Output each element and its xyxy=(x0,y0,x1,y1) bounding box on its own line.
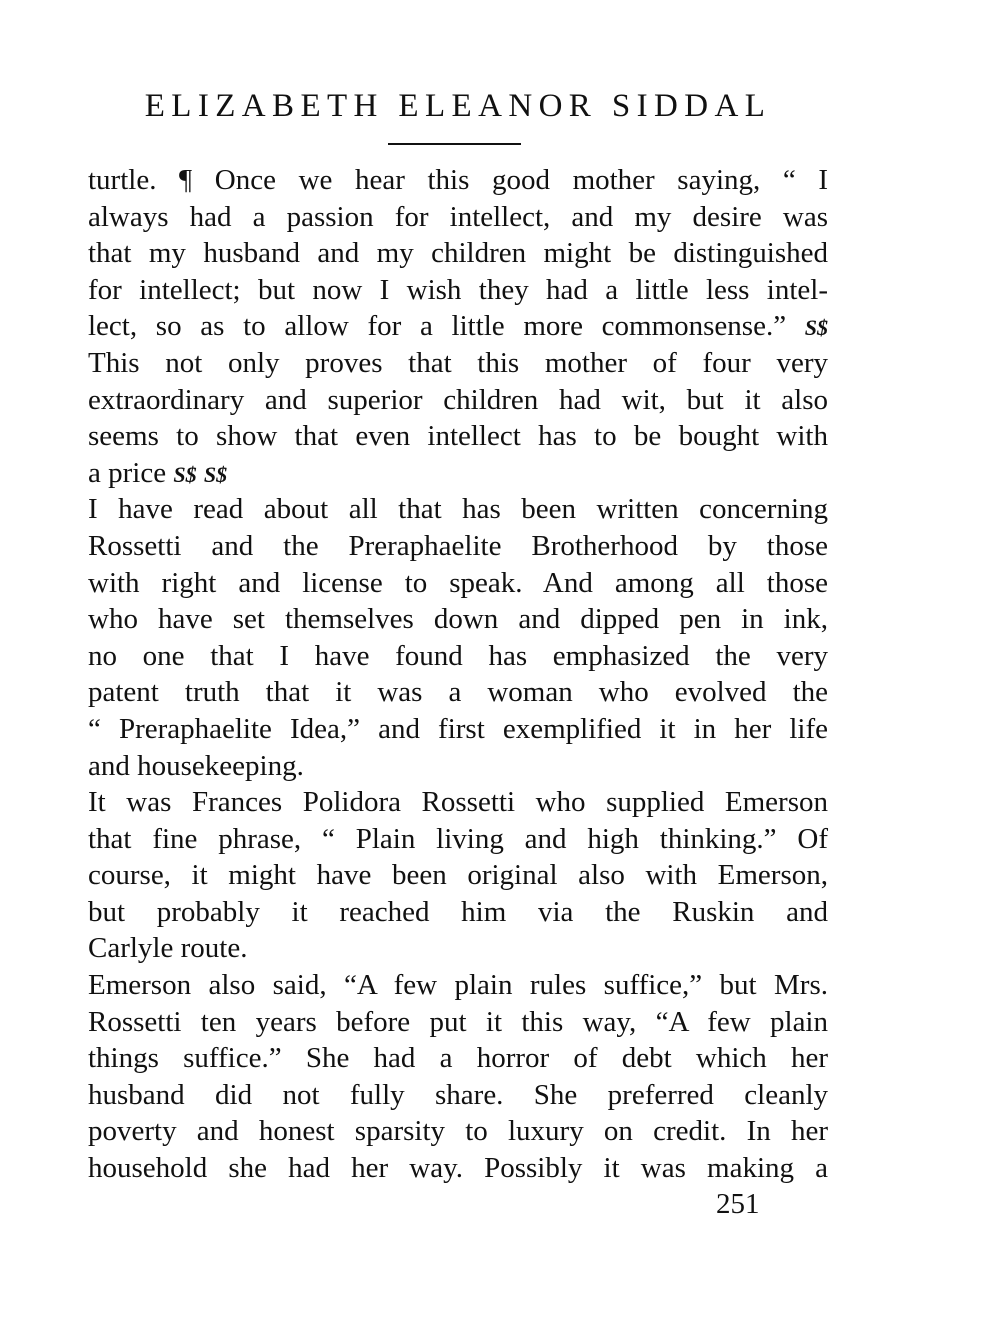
text-line: I have read about all that has been written concerning xyxy=(88,493,828,526)
text-line: that fine phrase, “ Plain living and high thinking.” Of xyxy=(88,822,828,855)
text-line: poverty and honest sparsity to luxury on credit. In her xyxy=(88,1115,828,1148)
text-line: course, it might have been original also with Emerson, xyxy=(88,859,828,892)
body-text xyxy=(88,162,828,1187)
book-page xyxy=(88,0,828,1330)
text-line: turtle. ¶ Once we hear this good mother saying, “ I xyxy=(88,164,828,196)
header-rule xyxy=(388,143,521,145)
text-line: for intellect; but now I wish they had a little less intel- xyxy=(88,273,828,306)
running-head: ELIZABETH ELEANOR SIDDAL xyxy=(144,88,772,124)
text-line: Carlyle route. xyxy=(88,932,248,965)
text-segment: lect, so as to allow for a little more commonsense.” xyxy=(88,310,787,343)
text-line: This not only proves that this mother of four very xyxy=(88,346,828,379)
text-line: extraordinary and superior children had wit, but it also xyxy=(88,383,828,416)
leaf-ornament-icon: S$ xyxy=(804,315,828,341)
text-segment: a price xyxy=(88,456,167,489)
text-line: things suffice.” She had a horror of debt which her xyxy=(88,1042,828,1075)
text-line: Rossetti ten years before put it this way, “A few plain xyxy=(88,1005,828,1038)
text-line: but probably it reached him via the Ruskin and xyxy=(88,895,828,928)
text-line: Rossetti and the Preraphaelite Brotherhood by those xyxy=(88,529,828,562)
text-line: husband did not fully share. She preferred cleanly xyxy=(88,1078,828,1111)
text-line: patent truth that it was a woman who evolved the xyxy=(88,676,828,709)
text-line: that my husband and my children might be distinguished xyxy=(88,237,828,270)
text-line: It was Frances Polidora Rossetti who supplied Emerson xyxy=(88,786,828,819)
text-line: and housekeeping. xyxy=(88,749,304,782)
text-line-with-ornament xyxy=(88,308,828,345)
text-line-with-ornament xyxy=(88,455,828,492)
text-line: who have set themselves down and dipped pen in ink, xyxy=(88,603,828,636)
text-line: “ Preraphaelite Idea,” and first exemplified it in her life xyxy=(88,712,828,745)
leaf-ornament-icon: S$ xyxy=(203,461,228,487)
text-line: with right and license to speak. And among all those xyxy=(88,566,828,599)
text-line: household she had her way. Possibly it was making a xyxy=(88,1152,828,1185)
text-line: Emerson also said, “A few plain rules suffice,” but Mrs. xyxy=(88,969,828,1002)
text-line: seems to show that even intellect has to be bought with xyxy=(88,420,828,453)
page-number: 251 xyxy=(716,1188,760,1220)
text-line: always had a passion for intellect, and my desire was xyxy=(88,200,828,233)
text-line: no one that I have found has emphasized the very xyxy=(88,639,828,672)
leaf-ornament-icon: S$ xyxy=(173,461,197,487)
